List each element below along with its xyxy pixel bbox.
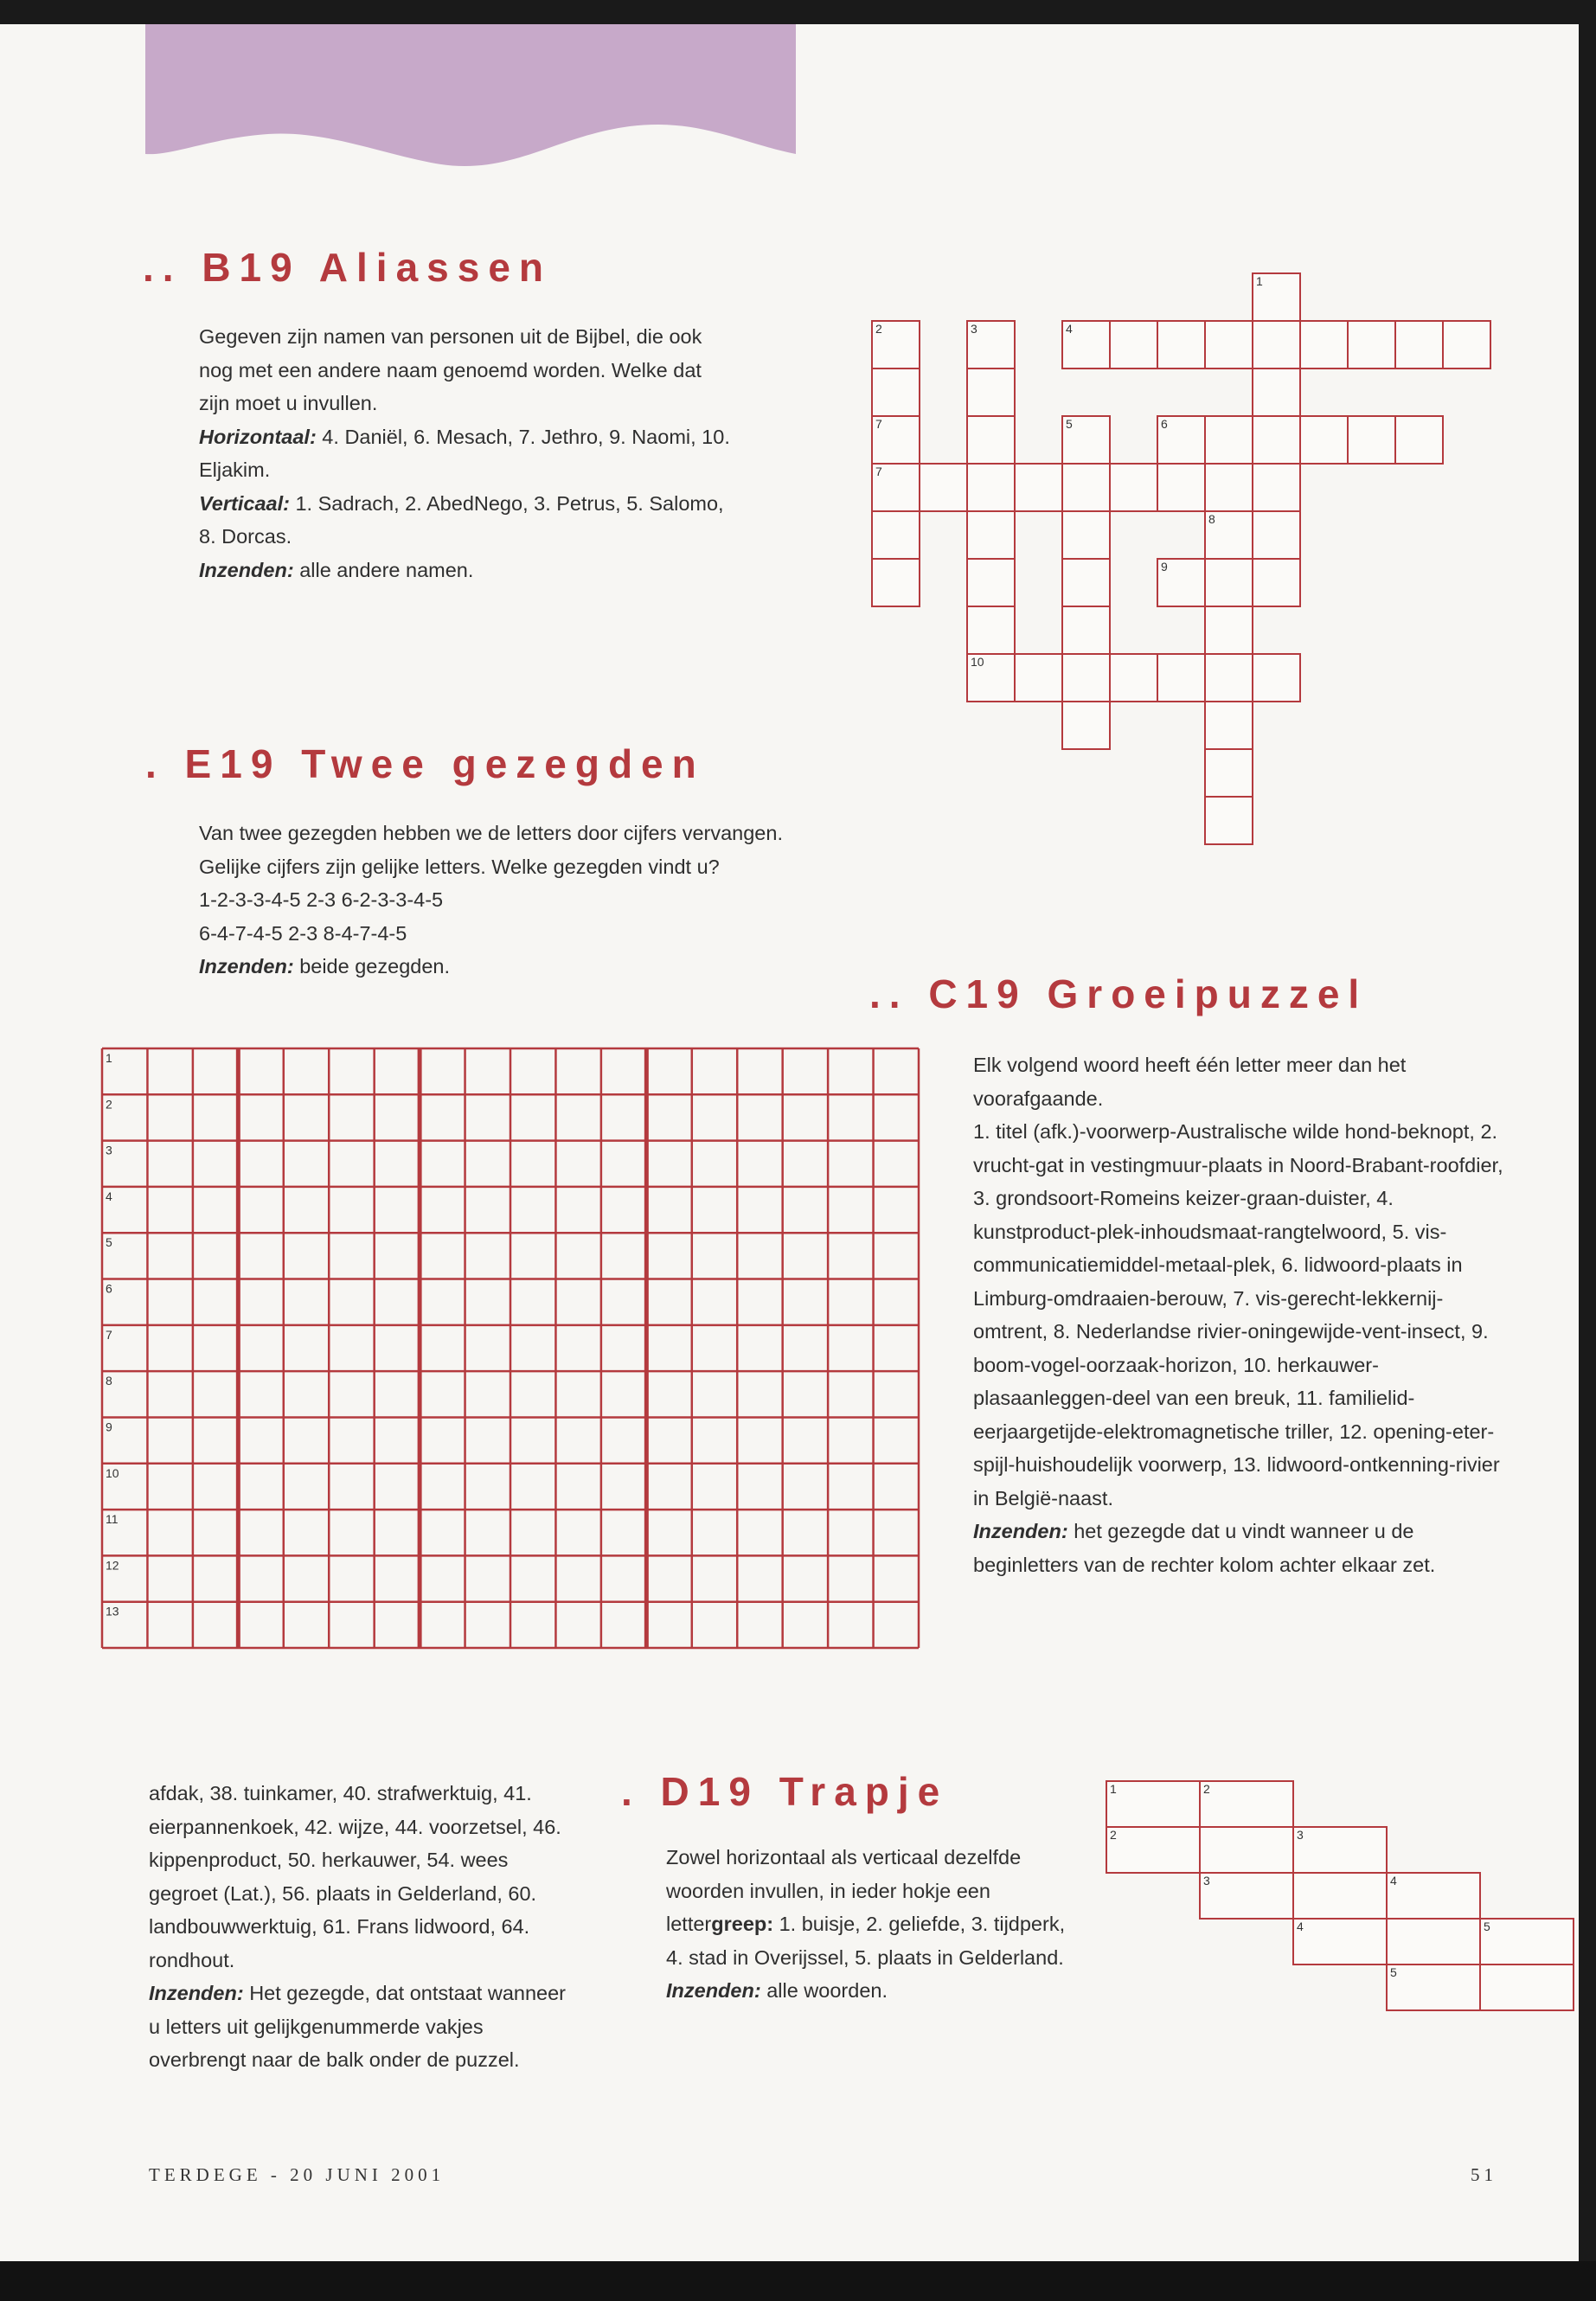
b19-vertical-label: Verticaal:: [199, 491, 290, 515]
c19-title: .. C19 Groeipuzzel: [869, 971, 1368, 1016]
d19-cell[interactable]: [1199, 1872, 1294, 1920]
d19-submit-text: alle woorden.: [760, 1979, 888, 2002]
d19-cell[interactable]: [1292, 1826, 1388, 1874]
d19-submit-label: Inzenden:: [666, 1979, 761, 2002]
growth-row-number: 9: [106, 1420, 112, 1434]
cell-number: 10: [971, 655, 984, 669]
cell-number: 3: [1203, 1874, 1210, 1888]
d19-title: . D19 Trapje: [621, 1769, 949, 1814]
page-number: 51: [1471, 2164, 1497, 2185]
e19-submit-label: Inzenden:: [199, 955, 294, 977]
growth-row-number: 8: [106, 1374, 112, 1388]
cell-number: 7: [875, 417, 882, 431]
e19-intro: Van twee gezegden hebben we de letters door cijfers vervangen. Gelijke cijfers zijn gelijke letters. Welke gezegden vindt u?: [199, 822, 783, 878]
cell-number: 4: [1390, 1874, 1397, 1888]
cell-number: 1: [1110, 1782, 1117, 1796]
c19-intro: Elk volgend woord heeft één letter meer dan het voorafgaande.: [973, 1054, 1407, 1110]
b19-horizontal-label: Horizontaal:: [199, 425, 317, 448]
growth-row-number: 13: [106, 1604, 119, 1618]
a19-text: [149, 1777, 577, 2077]
cell-number: 5: [1484, 1920, 1490, 1933]
b19-vertical-clues: 1. Sadrach, 2. AbedNego, 3. Petrus, 5. Salomo, 8. Dorcas.: [199, 491, 724, 548]
d19-cell[interactable]: [1199, 1780, 1294, 1828]
d19-clues: 1. buisje, 2. geliefde, 3. tijdperk, 4. stad in Overijssel, 5. plaats in Gelderland.: [666, 1913, 1066, 1969]
e19-submit-text: beide gezegden.: [293, 955, 450, 977]
growth-row-number: 6: [106, 1281, 112, 1296]
growth-row-number: 1: [106, 1051, 112, 1065]
a19-clues: afdak, 38. tuinkamer, 40. strafwerktuig, 41. eierpannenkoek, 42. wijze, 44. voorzetsel, 46. kippenproduct, 50. herkauwer, 54. wees gegroet (Lat.), 56. plaats in Gelderland, 60. landbouwwerktuig, 61. Frans lidwoord, 64. rondhout.: [149, 1782, 561, 1971]
d19-cell[interactable]: [1479, 1964, 1574, 2011]
c19-submit-label: Inzenden:: [973, 1520, 1068, 1542]
growth-row-number: 2: [106, 1097, 112, 1112]
cell-number: 4: [1297, 1920, 1304, 1933]
b19-horizontal-clues: 4. Daniël, 6. Mesach, 7. Jethro, 9. Naomi, 10. Eljakim.: [199, 425, 730, 481]
b19-submit-label: Inzenden:: [199, 558, 294, 581]
d19-cell[interactable]: [1386, 1872, 1481, 1920]
cell-number: 7: [875, 465, 882, 478]
growth-row-number: 11: [106, 1512, 119, 1527]
cell-number: 2: [875, 322, 882, 336]
e19-code-line-1: 1-2-3-3-4-5 2-3 6-2-3-3-4-5: [199, 888, 444, 911]
cell-number: 9: [1161, 560, 1168, 574]
d19-cell[interactable]: [1106, 1826, 1201, 1874]
cell-number: 5: [1390, 1965, 1397, 1979]
b19-intro: Gegeven zijn namen van personen uit de Bijbel, die ook nog met een andere naam genoemd worden. Welke dat zijn moet u invullen.: [199, 325, 702, 414]
d19-intro: Zowel horizontaal als verticaal dezelfde woorden invullen, in ieder hokje een letter: [666, 1846, 1022, 1935]
footer-publication: TERDEGE - 20 JUNI 2001: [149, 2164, 445, 2185]
d19-cell[interactable]: [1106, 1780, 1201, 1828]
b19-title: .. B19 Aliassen: [143, 245, 553, 290]
growth-row-number: 5: [106, 1235, 112, 1250]
d19-cell[interactable]: [1292, 1872, 1388, 1920]
d19-cell[interactable]: [1199, 1826, 1294, 1874]
a19-submit-text: Het gezegde, dat ontstaat wanneer u letters uit gelijkgenummerde vakjes overbrengt naar de balk onder de puzzel.: [149, 1982, 567, 2071]
cell-number: 8: [1208, 512, 1215, 526]
cell-number: 2: [1110, 1828, 1117, 1842]
d19-cell[interactable]: [1386, 1918, 1481, 1965]
d19-cell[interactable]: [1292, 1918, 1388, 1965]
c19-clues: 1. titel (afk.)-voorwerp-Australische wilde hond-beknopt, 2. vrucht-gat in vestingmuur-plaats in Noord-Brabant-roofdier, 3. grondsoort-Romeins keizer-graan-duister, 4. kunstproduct-plek-inhoudsmaat-rangtelwoord, 5. vis-communicatiemiddel-metaal-plek, 6. lidwoord-plaats in Limburg-omdraaien-berouw, 7. vis-gerecht-lekkernij-omtrent, 8. Nederlandse rivier-oningewijde-vent-insect, 9. boom-vogel-oorzaak-horizon, 10. herkauwer-plasaanleggen-deel van een breuk, 11. familielid-eerjaargetijde-elektromagnetische triller, 12. opening-eter-spijl-huishoudelijk voorwerp, 13. lidwoord-ontkenning-rivier in België-naast.: [973, 1120, 1503, 1509]
growth-row-number: 3: [106, 1143, 112, 1157]
growth-row-number: 4: [106, 1189, 112, 1203]
a19-submit-label: Inzenden:: [149, 1982, 244, 2004]
b19-submit-text: alle andere namen.: [293, 558, 474, 581]
cell-number: 2: [1203, 1782, 1210, 1796]
c19-submit-text: het gezegde dat u vindt wanneer u de beginletters van de rechter kolom achter elkaar zet.: [973, 1520, 1436, 1576]
cell-number: 3: [1297, 1828, 1304, 1842]
growth-row-number: 7: [106, 1327, 112, 1342]
cell-number: 3: [971, 322, 977, 336]
cell-number: 4: [1066, 322, 1073, 336]
cell-number: 5: [1066, 417, 1073, 431]
d19-cell[interactable]: [1386, 1964, 1481, 2011]
cell-number: 6: [1161, 417, 1168, 431]
e19-code-line-2: 6-4-7-4-5 2-3 8-4-7-4-5: [199, 921, 407, 945]
d19-intro-bold: greep:: [711, 1913, 774, 1935]
cell-number: 1: [1256, 274, 1263, 288]
e19-title: . E19 Twee gezegden: [145, 741, 705, 786]
d19-text: [666, 1841, 1077, 2008]
growth-row-number: 10: [106, 1465, 119, 1480]
growth-row-number: 12: [106, 1558, 119, 1573]
d19-cell[interactable]: [1479, 1918, 1574, 1965]
